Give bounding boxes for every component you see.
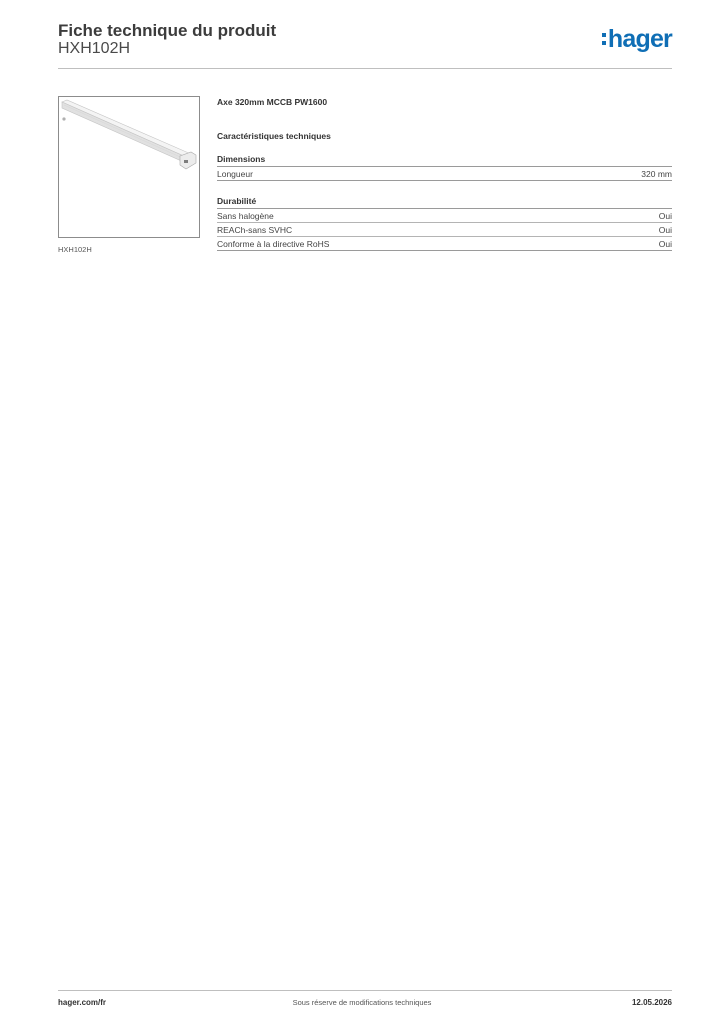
spec-label: Conforme à la directive RoHS	[217, 239, 330, 249]
footer-website-link[interactable]: hager.com/fr	[58, 998, 107, 1007]
spec-row	[217, 209, 672, 223]
product-details	[217, 95, 672, 251]
specs-title: Caractéristiques techniques	[217, 131, 331, 141]
spec-row	[217, 237, 672, 251]
spec-value: Oui	[658, 211, 672, 221]
spec-value: Oui	[658, 225, 672, 235]
header-divider	[58, 68, 672, 69]
product-name: Axe 320mm MCCB PW1600	[217, 97, 328, 107]
spec-group-title: Durabilité	[217, 195, 672, 209]
hager-logo	[602, 27, 672, 51]
spec-label: Sans halogène	[217, 211, 274, 221]
product-reference: HXH102H	[58, 40, 131, 57]
spec-label: Longueur	[217, 169, 253, 179]
axis-bar-illustration	[59, 97, 199, 237]
logo-text: hager	[607, 25, 672, 53]
footer-date: 12.05.2026	[631, 998, 672, 1007]
product-image	[58, 96, 200, 238]
page-title: Fiche technique du produit	[58, 21, 277, 40]
spec-value: Oui	[658, 239, 672, 249]
spec-row	[217, 223, 672, 237]
spec-row	[217, 167, 672, 181]
spec-group-title: Dimensions	[217, 153, 672, 167]
spec-group-dimensions	[217, 153, 672, 181]
logo-colon-icon	[602, 31, 606, 47]
footer-disclaimer: Sous réserve de modifications techniques	[292, 998, 432, 1007]
spec-value: 320 mm	[641, 169, 672, 179]
footer-divider	[58, 990, 672, 991]
image-caption: HXH102H	[58, 245, 92, 254]
spec-label: REACh-sans SVHC	[217, 225, 293, 235]
spec-group-durability	[217, 195, 672, 251]
